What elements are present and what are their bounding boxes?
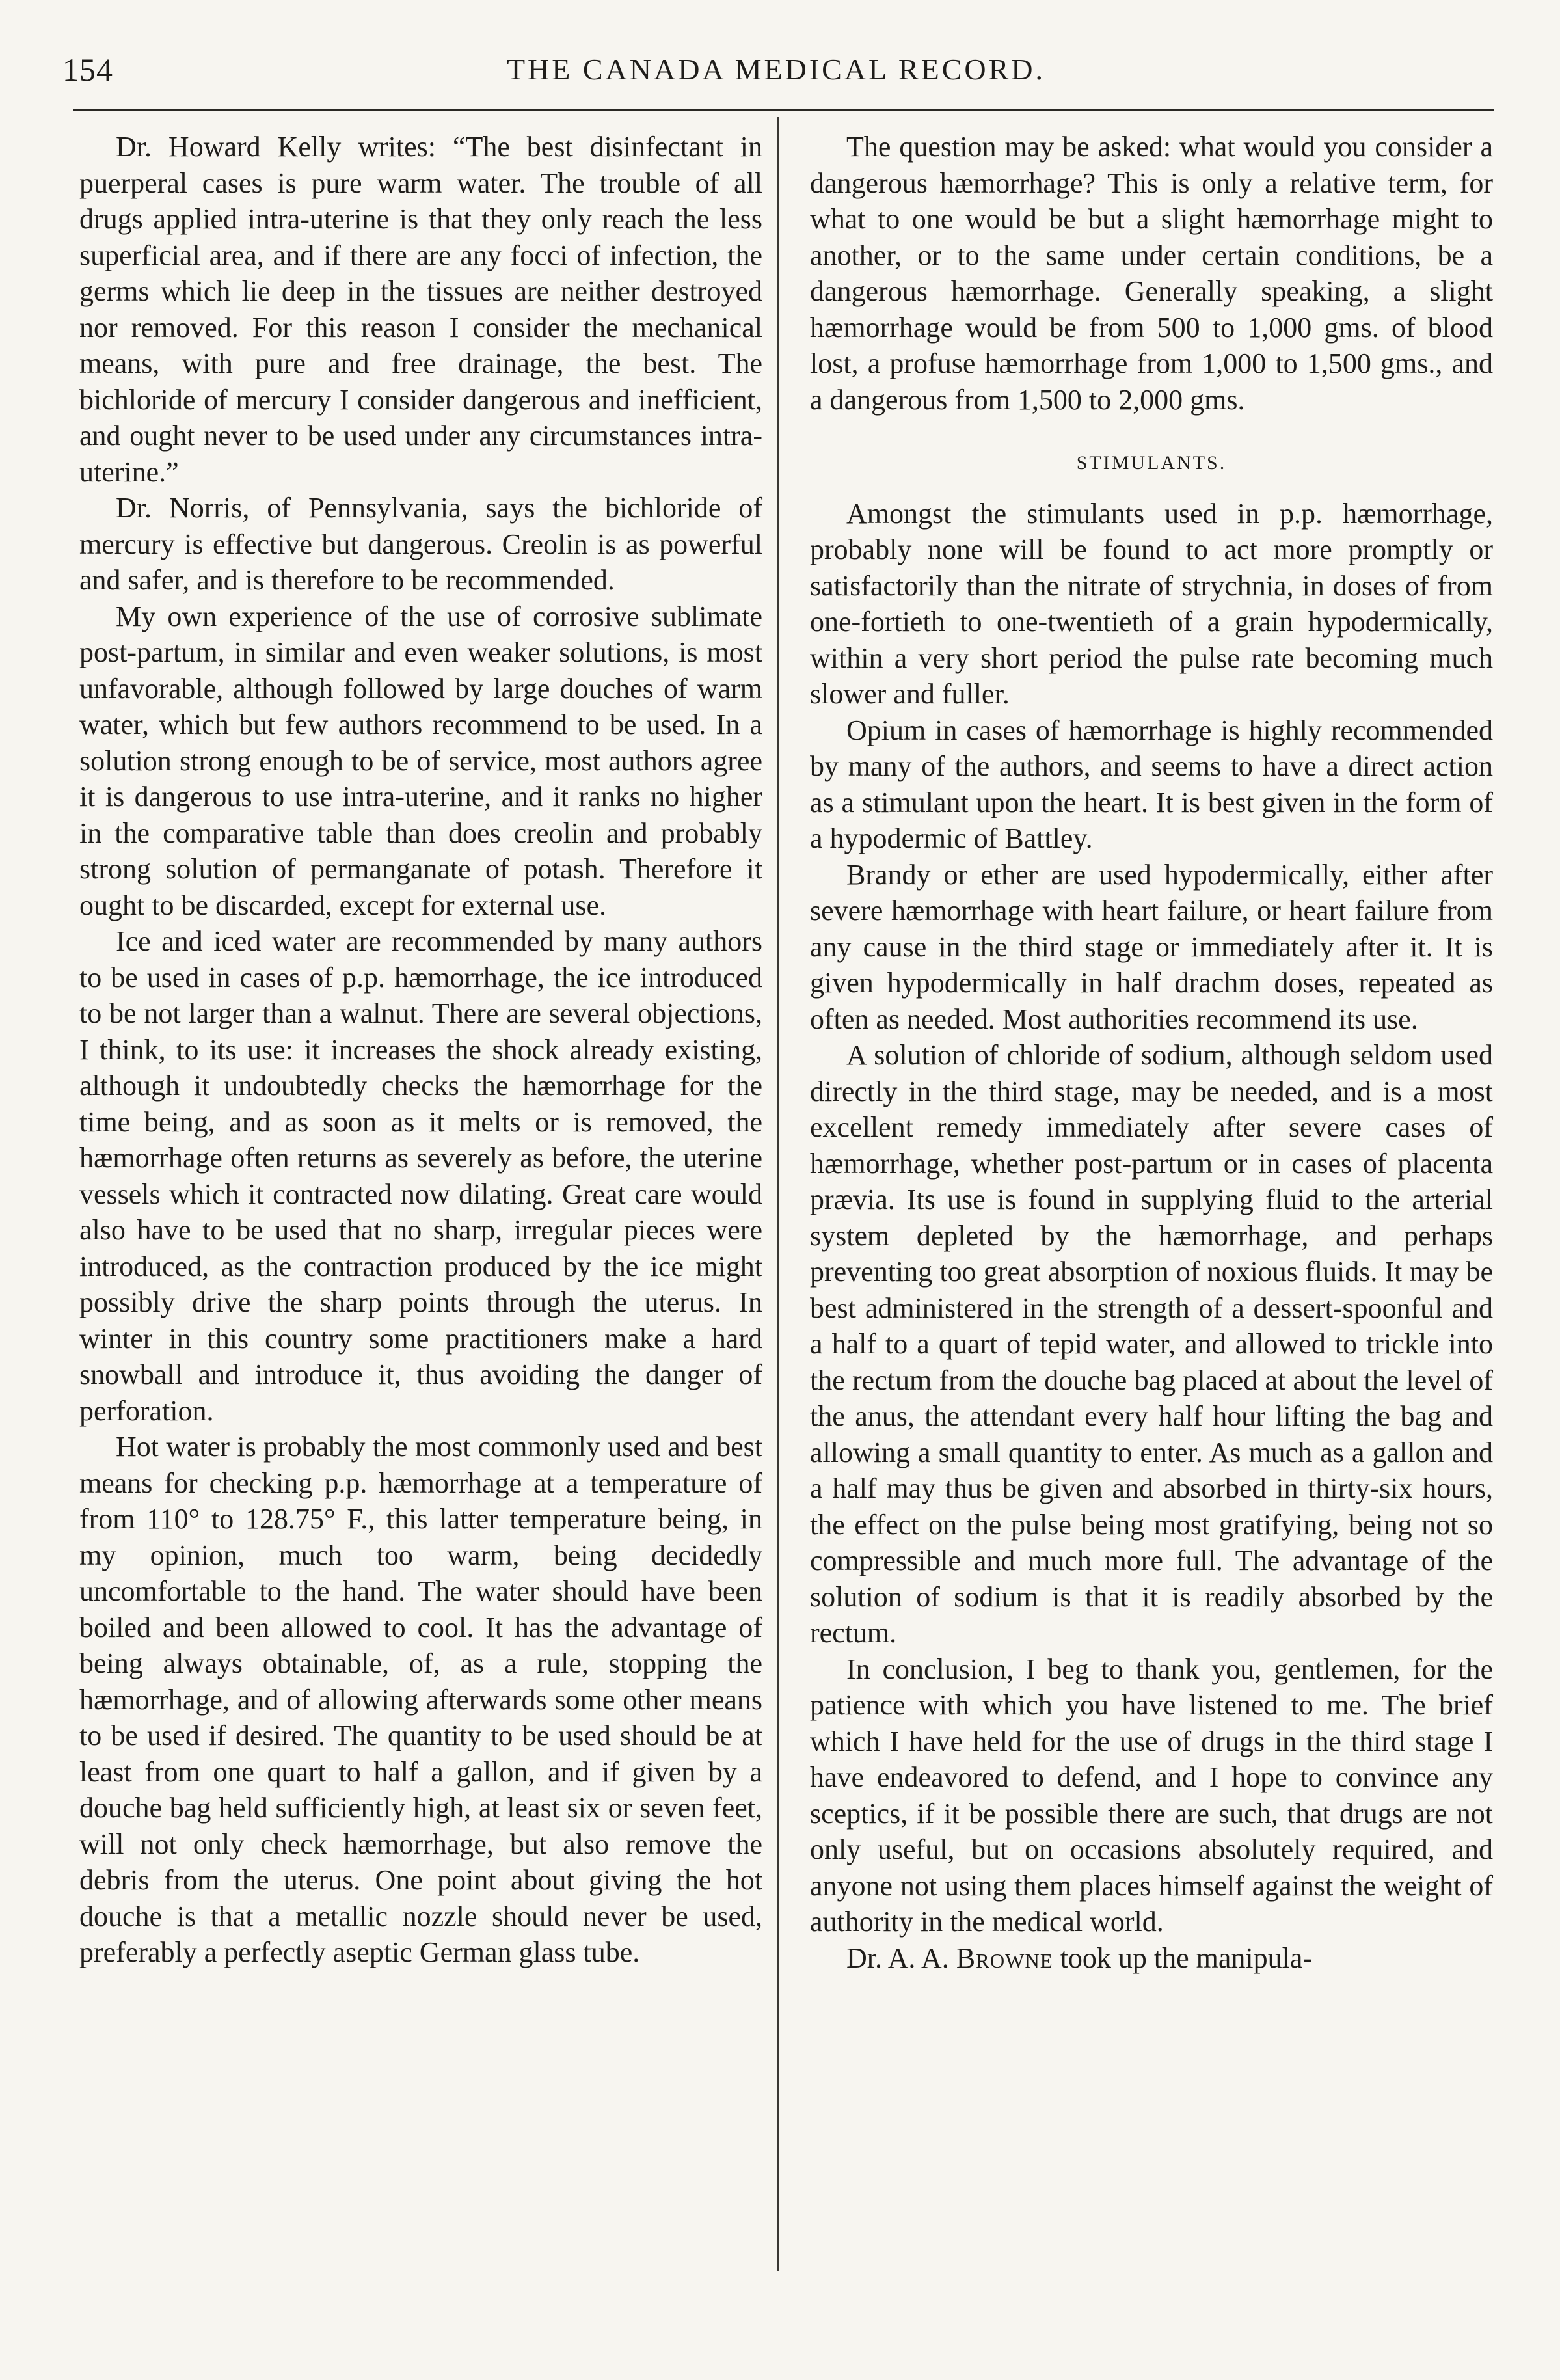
browne-name: Browne	[956, 1941, 1053, 1974]
paragraph-conclusion: In conclusion, I beg to thank you, gentlemen, for the patience with which you have listened to me. The brief which I have held for the use of drugs in the third stage I have endeavored to defend, and I hope to convince any sceptics, if it be possible there are such, that drugs are not only useful, but on occasions absolutely required, and anyone not using them places himself against the weight of authority in the medical world.	[810, 1653, 1493, 1938]
browne-suffix: took up the manipula-	[1053, 1941, 1313, 1974]
paragraph-strychnia: Amongst the stimulants used in p.p. hæmorrhage, probably none will be found to act more promptly or satisfactorily than the nitrate of strychnia, in doses of from one-fortieth to one-twentieth of a grain hypodermically, within a very short period the pulse rate becoming much slower and fuller.	[810, 497, 1493, 710]
paragraph-norris: Dr. Norris, of Pennsylvania, says the bichloride of mercury is effective but dangerous. Creolin is as powerful and safer, and is therefore to be recommended.	[79, 492, 762, 596]
paragraph-kelly-quote: Dr. Howard Kelly writes: “The best disinfectant in puerperal cases is pure warm water. The trouble of all drugs applied intra-uterine is that they only reach the less superficial area, and if there are any focci of infection, the germs which lie deep in the tissues are neither destroyed nor removed. For this reason I consider the mechanical means, with pure and free drainage, the best. The bichloride of mercury I consider dangerous and inefficient, and ought never to be used under any circumstances intra-uterine.”	[79, 131, 762, 488]
paragraph-hot-water: Hot water is probably the most commonly used and best means for checking p.p. hæmorrhage at a temperature of from 110° to 128.75° F., this latter temperature being, in my opinion, much too warm, being decidedly uncomfortable to the hand. The water should have been boiled and been allowed to cool. It has the advantage of being always obtainable, of, as a rule, stopping the hæmorrhage, and of allowing afterwards some other means to be used if desired. The quantity to be used should be at least from one quart to half a gallon, and if given by a douche bag held sufficiently high, at least six or seven feet, will not only check hæmorrhage, but also remove the debris from the uterus. One point about giving the hot douche is that a metallic nozzle should never be used, preferably a perfectly aseptic German glass tube.	[79, 1431, 762, 1968]
page-header	[62, 46, 1490, 104]
header-rule	[73, 109, 1494, 111]
right-column	[810, 129, 1493, 1976]
paragraph-chloride-sodium: A solution of chloride of sodium, although seldom used directly in the third stage, may be needed, and is a most excellent remedy immediately after severe cases of hæmorrhage, whether post-partum or in cases of placenta prævia. Its use is found in supplying fluid to the arterial system depleted by the hæmorrhage, and perhaps preventing too great absorption of noxious fluids. It may be best administered in the strength of a dessert-spoonful and a half to a quart of tepid water, and allowed to trickle into the rectum from the douche bag placed at about the level of the anus, the attendant every half hour lifting the bag and allowing a small quantity to enter. As much as a gallon and a half may thus be given and absorbed in thirty-six hours, the effect on the pulse being most gratifying, being not so compressible and much more full. The advantage of the solution of sodium is that it is readily absorbed by the rectum.	[810, 1039, 1493, 1649]
left-column	[79, 129, 762, 1971]
browne-prefix: Dr. A. A.	[846, 1941, 956, 1974]
paragraph-dangerous-haemorrhage: The question may be asked: what would you consider a dangerous hæmorrhage? This is only a relative term, for what to one would be but a slight hæmorrhage might to another, or to the same under certain conditions, be a dangerous hæmorrhage. Generally speaking, a slight hæmorrhage would be from 500 to 1,000 gms. of blood lost, a profuse hæmorrhage from 1,000 to 1,500 gms., and a dangerous from 1,500 to 2,000 gms.	[810, 131, 1493, 416]
paragraph-corrosive-sublimate: My own experience of the use of corrosive sublimate post-partum, in similar and even weaker solutions, is most unfavorable, although followed by large douches of warm water, which but few authors recommend to be used. In a solution strong enough to be of service, most authors agree it is dangerous to use intra-uterine, and it ranks no higher in the comparative table than does creolin and probably strong solution of permanganate of potash. Therefore it ought to be discarded, except for external use.	[79, 600, 762, 921]
column-divider	[777, 117, 779, 2271]
running-title: THE CANADA MEDICAL RECORD.	[506, 53, 1046, 86]
section-heading-stimulants: STIMULANTS.	[1076, 452, 1227, 474]
page-number: 154	[62, 51, 113, 88]
paragraph-ice-water: Ice and iced water are recommended by many authors to be used in cases of p.p. hæmorrhage, the ice introduced to be not larger than a walnut. There are several objections, I think, to its use: it increases the shock already existing, although it undoubtedly checks the hæmorrhage for the time being, and as soon as it melts or is removed, the hæmorrhage often returns as severely as before, the uterine vessels which it contracted now dilating. Great care would also have to be used that no sharp, irregular pieces were introduced, as the contraction produced by the ice might possibly drive the sharp points through the uterus. In winter in this country some practitioners make a hard snowball and introduce it, thus avoiding the danger of perforation.	[79, 925, 762, 1427]
paragraph-opium: Opium in cases of hæmorrhage is highly recommended by many of the authors, and seems to have a direct action as a stimulant upon the heart. It is best given in the form of a hypodermic of Battley.	[810, 714, 1493, 854]
paragraph-browne	[810, 1940, 1493, 1977]
paragraph-brandy-ether: Brandy or ether are used hypodermically, either after severe hæmorrhage with heart failure, or heart failure from any cause in the third stage or immediately after it. It is given hypodermically in half drachm doses, repeated as often as needed. Most authorities recommend its use.	[810, 858, 1493, 1035]
